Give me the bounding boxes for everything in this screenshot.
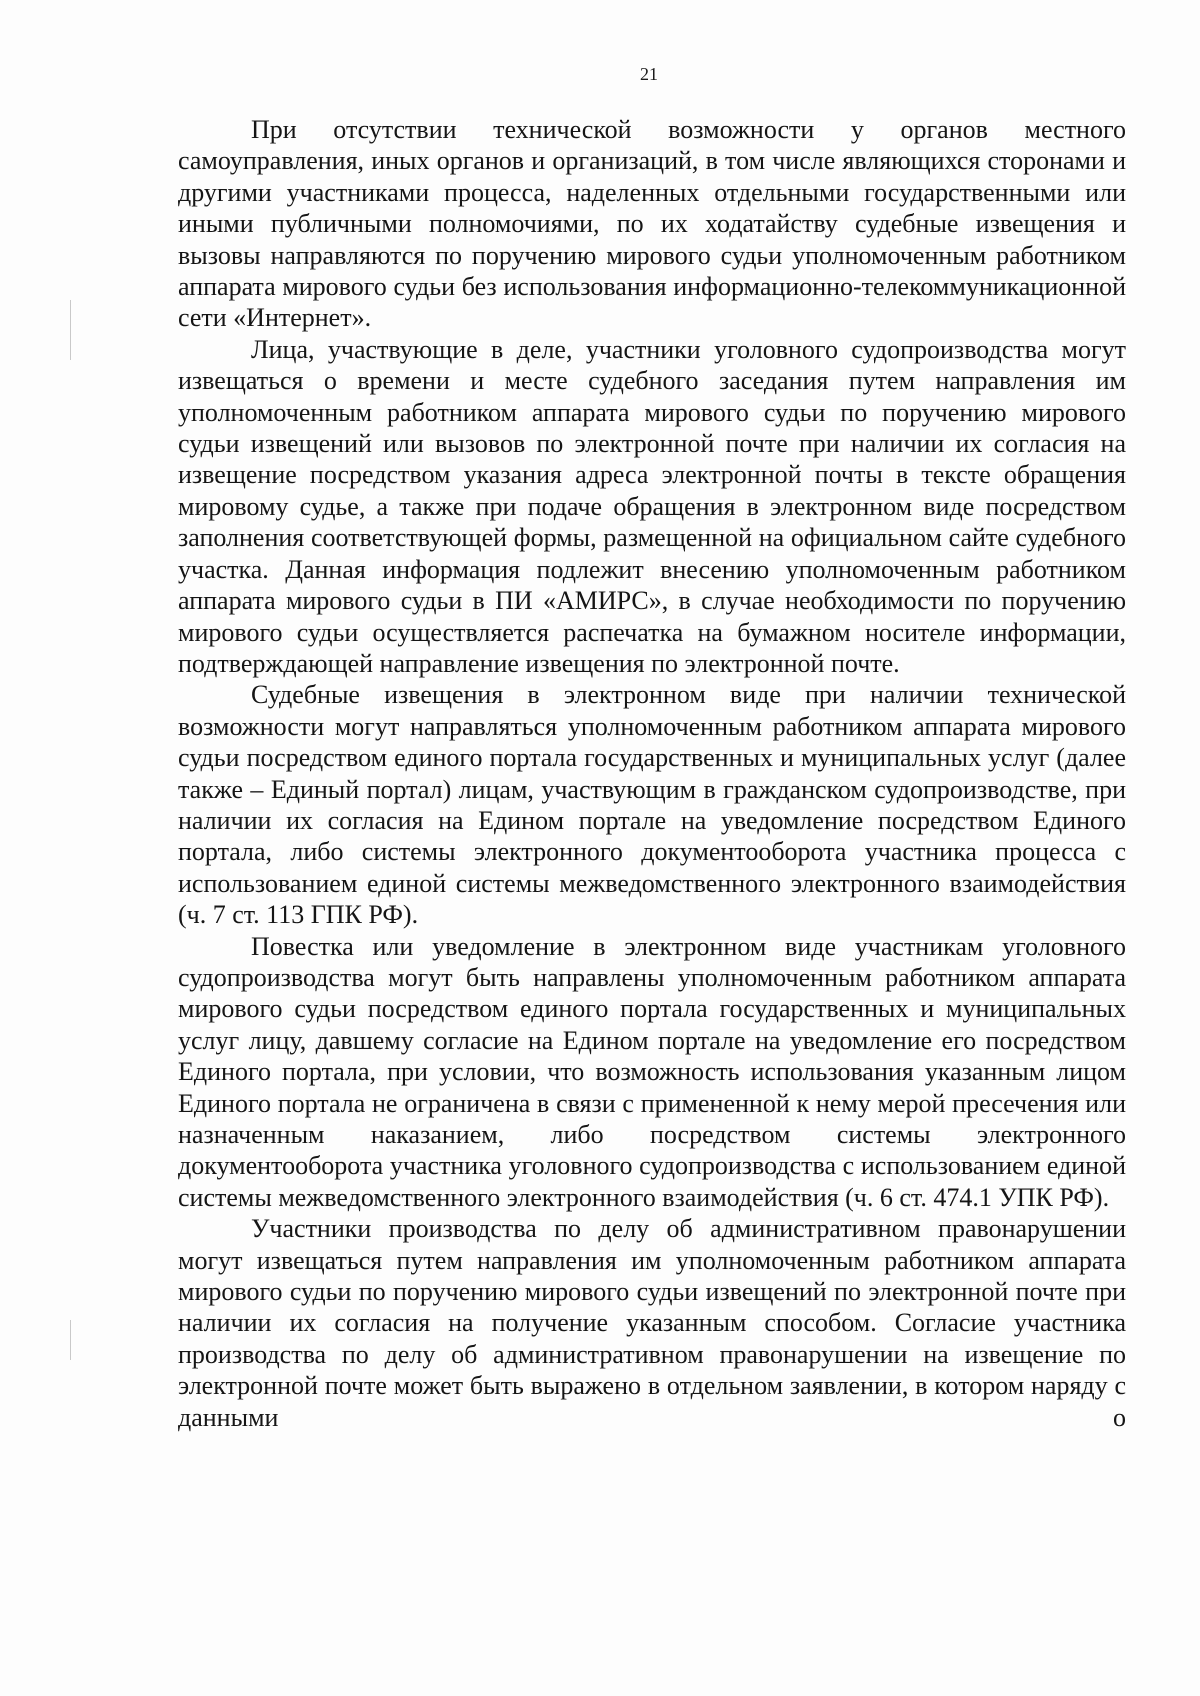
document-body [178,114,1126,1433]
paragraph: При отсутствии технической возможности у органов местного самоуправления, иных органов и организаций, в том числе являющихся сторонами и другими участниками процесса, наделенных отдельными государственными или иными публичными полномочиями, по их ходатайству судебные извещения и вызовы направляются по поручению мирового судьи уполномоченным работником аппарата мирового судьи без использования информационно-телекоммуникационной сети «Интернет». [178,115,1126,333]
scan-edge-mark [70,1320,71,1360]
paragraph: Повестка или уведомление в электронном виде участникам уголовного судопроизводства могут быть направлены уполномоченным работником аппарата мирового судьи посредством единого портала государственных и муниципальных услуг лицу, давшему согласие на Едином портале на уведомление его посредством Единого портала, при условии, что возможность использования указанным лицом Единого портала не ограничена в связи с примененной к нему мерой пресечения или назначенным наказанием, либо посредством системы электронного документооборота участника уголовного судопроизводства с использованием единой системы межведомственного электронного взаимодействия (ч. 6 ст. 474.1 УПК РФ). [178,931,1126,1212]
paragraph: Участники производства по делу об административном правонарушении могут извещаться путем направления им уполномоченным работником аппарата мирового судьи по поручению мирового судьи извещений по электронной почте при наличии их согласия на получение указанным способом. Согласие участника производства по делу об административном правонарушении на извещение по электронной почте может быть выражено в отдельном заявлении, в котором наряду с данными о [178,1214,1126,1432]
paragraph: Судебные извещения в электронном виде при наличии технической возможности могут направляться уполномоченным работником аппарата мирового судьи посредством единого портала государственных и муниципальных услуг (далее также – Единый портал) лицам, участвующим в гражданском судопроизводстве, при наличии их согласия на Едином портале на уведомление посредством Единого портала, либо системы электронного документооборота участника процесса с использованием единой системы межведомственного электронного взаимодействия (ч. 7 ст. 113 ГПК РФ). [178,680,1126,930]
page-number: 21 [640,64,658,84]
paragraph: Лица, участвующие в деле, участники уголовного судопроизводства могут извещаться о времени и месте судебного заседания путем направления им уполномоченным работником аппарата мирового судьи по поручению мирового судьи извещений или вызовов по электронной почте при наличии их согласия на извещение посредством указания адреса электронной почты в тексте обращения мировому судье, а также при подаче обращения в электронном виде посредством заполнения соответствующей формы, размещенной на официальном сайте судебного участка. Данная информация подлежит внесению уполномоченным работником аппарата мирового судьи в ПИ «АМИРС», в случае необходимости по поручению мирового судьи осуществляется распечатка на бумажном носителе информации, подтверждающей направление извещения по электронной почте. [178,334,1126,678]
scan-edge-mark [70,300,71,360]
